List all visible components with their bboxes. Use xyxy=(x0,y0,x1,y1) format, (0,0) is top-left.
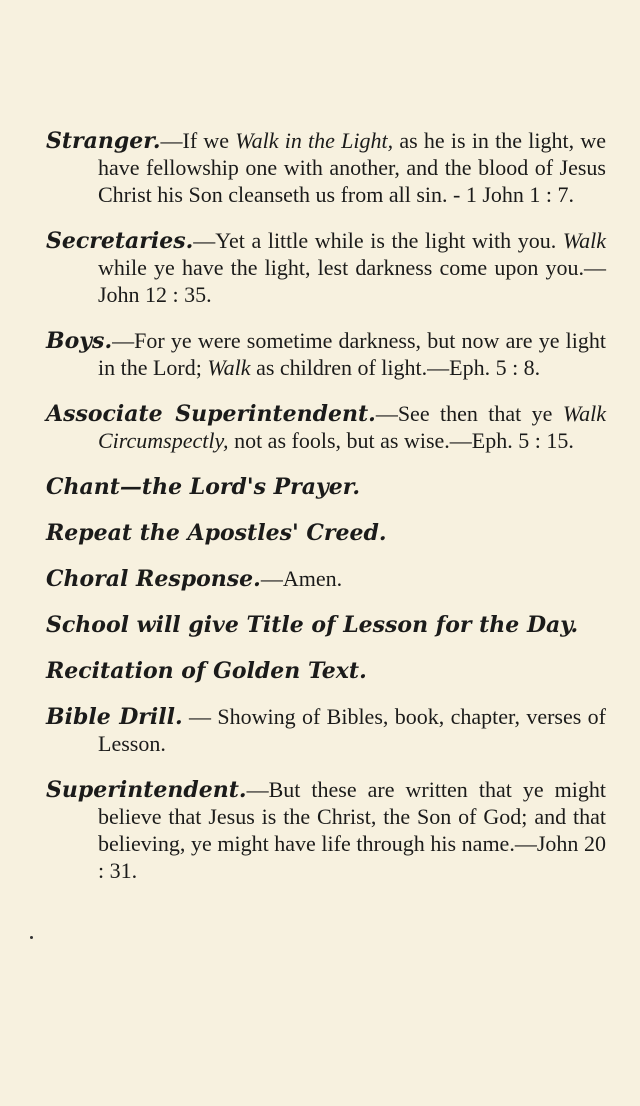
entry-heading: School will give Title of Lesson for the Day. xyxy=(46,612,579,638)
entry-heading: Chant—the Lord's Prayer. xyxy=(46,474,361,500)
entry-text: as children of light.—Eph. 5 : 8. xyxy=(250,355,541,380)
entry-chant xyxy=(46,474,606,501)
entry-emphasis: Walk in the Light, xyxy=(235,128,394,153)
entry-heading: Choral Response. xyxy=(46,566,261,592)
entry-heading: Boys. xyxy=(46,328,113,354)
entry-stranger xyxy=(46,128,606,209)
entry-emphasis: Walk Circumspectly, xyxy=(98,401,606,453)
entry-heading: Repeat the Apostles' Creed. xyxy=(46,520,387,546)
entry-superintendent xyxy=(46,777,606,885)
entry-choral-response xyxy=(46,566,606,593)
entry-heading: Bible Drill. xyxy=(46,704,183,730)
entry-text: —But these are written that ye might believe that Jesus is the Christ, the Son of God; and that believing, ye might have life through his name.—John 20 : 31. xyxy=(98,777,606,883)
entry-heading: Secretaries. xyxy=(46,228,194,254)
entry-heading: Recitation of Golden Text. xyxy=(46,658,367,684)
entry-apostles-creed xyxy=(46,520,606,547)
entry-emphasis: Walk xyxy=(207,355,251,380)
entry-text: not as fools, but as wise.—Eph. 5 : 15. xyxy=(228,428,574,453)
ink-speck xyxy=(30,936,33,939)
entry-associate-superintendent xyxy=(46,401,606,455)
entry-heading: Superintendent. xyxy=(46,777,247,803)
entry-title-of-lesson xyxy=(46,612,606,639)
entry-text: —Yet a little while is the light with you. xyxy=(193,228,563,253)
entry-text: — Showing of Bibles, book, chapter, verses of Lesson. xyxy=(98,704,606,756)
entry-heading: Associate Superintendent. xyxy=(46,401,376,427)
entry-text: —See then that ye xyxy=(375,401,563,426)
entry-text: —Amen. xyxy=(260,566,343,591)
entry-heading: Stranger. xyxy=(46,128,161,154)
page-body xyxy=(46,128,606,885)
entry-text: as he is in the light, we have fellowship one with another, and the blood of Jesus Christ his Son cleanseth us from all sin. - 1 John 1 : 7. xyxy=(98,128,606,207)
entry-text: —If we xyxy=(160,128,236,153)
entry-emphasis: Walk xyxy=(562,228,606,253)
entry-boys xyxy=(46,328,606,382)
entry-text: while ye have the light, lest darkness come upon you.—John 12 : 35. xyxy=(98,255,606,307)
entry-text: —For ye were sometime darkness, but now are ye light in the Lord; xyxy=(98,328,606,380)
entry-golden-text xyxy=(46,658,606,685)
entry-bible-drill xyxy=(46,704,606,758)
entry-secretaries xyxy=(46,228,606,309)
